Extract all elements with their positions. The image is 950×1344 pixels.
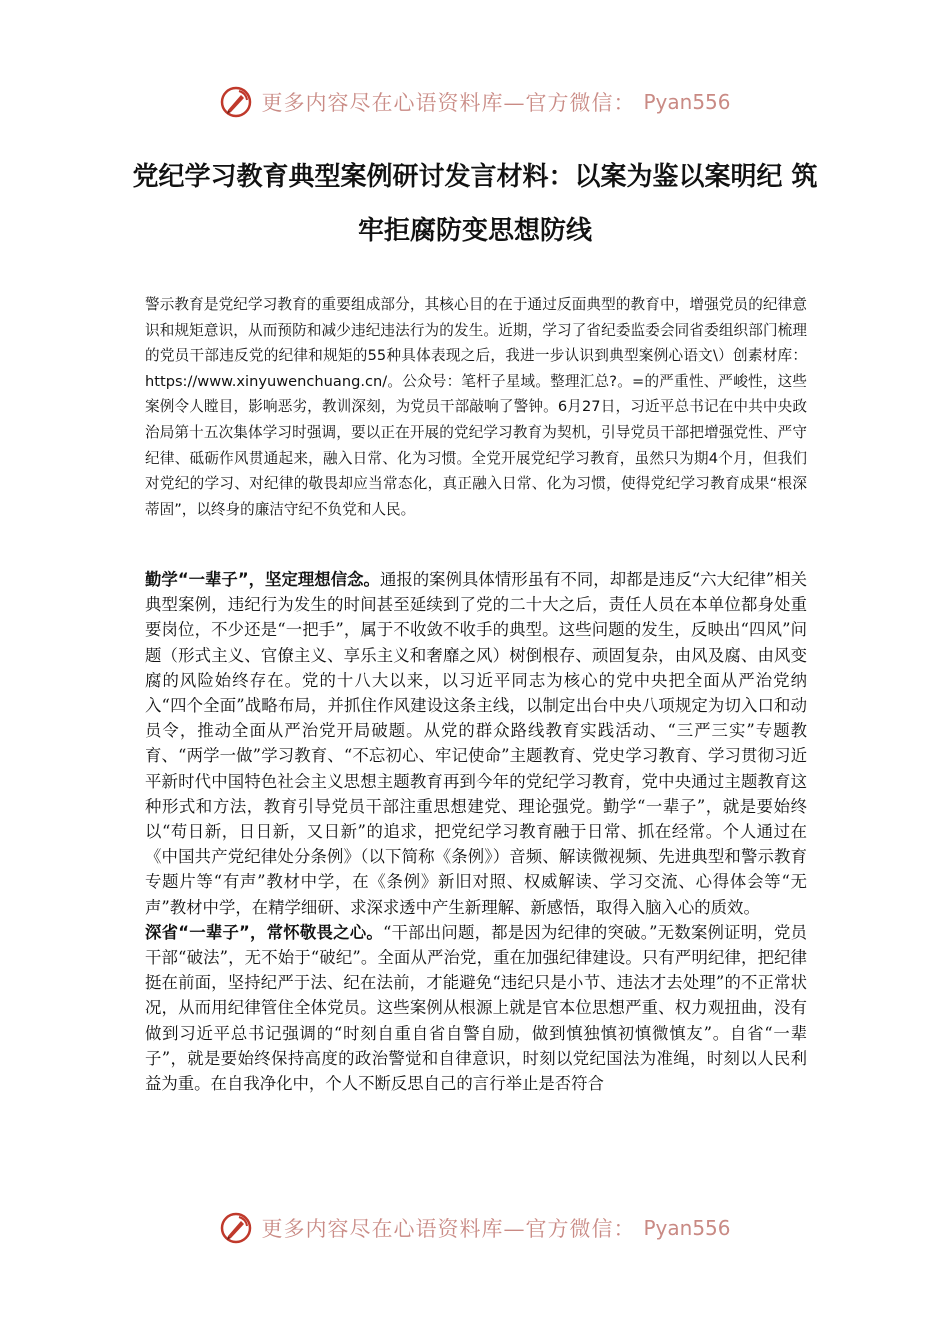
pen-logo-icon bbox=[219, 85, 253, 119]
section-heading: 勤学“一辈子”，坚定理想信念。 bbox=[145, 570, 380, 589]
section-paragraph bbox=[145, 920, 807, 1096]
banner-text: 更多内容尽在心语资料库—官方微信： bbox=[261, 91, 636, 115]
section-text: 通报的案例具体情形虽有不同，却都是违反“六大纪律”相关典型案例，违纪行为发生的时间甚至延续到了党的二十大之后，责任人员在本单位都身处重要岗位，不少还是“一把手”，属于不收敛不收手的典型。这些问题的发生，反映出“四风”问题（形式主义、官僚主义、享乐主义和奢靡之风）树倒根存、顽固复杂，由风及腐、由风变腐的风险始终存在。党的十八大以来，以习近平同志为核心的党中央把全面从严治党纳入“四个全面”战略布局，并抓住作风建设这条主线，以制定出台中央八项规定为切入口和动员令，推动全面从严治党开局破题。从党的群众路线教育实践活动、“三严三实”专题教育、“两学一做”学习教育、“不忘初心、牢记使命”主题教育、党史学习教育、学习贯彻习近平新时代中国特色社会主义思想主题教育再到今年的党纪学习教育，党中央通过主题教育这种形式和方法，教育引导党员干部注重思想建党、理论强党。勤学“一辈子”，就是要始终以“苟日新，日日新，又日新”的追求，把党纪学习教育融于日常、抓在经常。个人通过在《中国共产党纪律处分条例》（以下简称《条例》）音频、解读微视频、先进典型和警示教育专题片等“有声”教材中学，在《条例》新旧对照、权威解读、学习交流、心得体会等“无声”教材中学，在精学细研、求深求透中产生新理解、新感悟，取得入脑入心的质效。 bbox=[145, 570, 807, 917]
footer-watermark-banner bbox=[0, 1208, 950, 1248]
banner-wechat-id: Pyan556 bbox=[643, 90, 731, 114]
section-paragraph bbox=[145, 567, 807, 920]
banner-wechat-id: Pyan556 bbox=[643, 1216, 731, 1240]
banner-text: 更多内容尽在心语资料库—官方微信： bbox=[261, 1217, 636, 1241]
section-text: “干部出问题，都是因为纪律的突破。”无数案例证明，党员干部“破法”，无不始于“破纪”。全面从严治党，重在加强纪律建设。只有严明纪律，把纪律挺在前面，坚持纪严于法、纪在法前，才能避免“违纪只是小节、违法才去处理”的不正常状况，从而用纪律管住全体党员。这些案例从根源上就是官本位思想严重、权力观扭曲，没有做到习近平总书记强调的“时刻自重自省自警自励，做到慎独慎初慎微慎友”。自省“一辈子”，就是要始终保持高度的政治警觉和自律意识，时刻以党纪国法为准绳，时刻以人民利益为重。在自我净化中，个人不断反思自己的言行举止是否符合 bbox=[145, 922, 807, 1094]
intro-paragraph: 警示教育是党纪学习教育的重要组成部分，其核心目的在于通过反面典型的教育中，增强党员的纪律意识和规矩意识，从而预防和减少违纪违法行为的发生。近期，学习了省纪委监委会同省委组织部门梳理的党员干部违反党的纪律和规矩的55种具体表现之后，我进一步认识到典型案例心语文\）创素材库：https://www.xinyuwenchuang.cn/。公众号：笔杆子星域。整理汇总?。=的严重性、严峻性，这些案例令人瞠目，影响恶劣，教训深刻，为党员干部敲响了警钟。6月27日，习近平总书记在中共中央政治局第十五次集体学习时强调，要以正在开展的党纪学习教育为契机，引导党员干部把增强党性、严守纪律、砥砺作风贯通起来，融入日常、化为习惯。全党开展党纪学习教育，虽然只为期4个月，但我们对党纪的学习、对纪律的敬畏却应当常态化，真正融入日常、化为习惯，使得党纪学习教育成果“根深蒂固”，以终身的廉洁守纪不负党和人民。 bbox=[145, 296, 807, 518]
header-watermark-banner bbox=[0, 82, 950, 122]
section-heading: 深省“一辈子”，常怀敬畏之心。 bbox=[145, 922, 383, 942]
pen-logo-icon bbox=[219, 1211, 253, 1245]
document-body bbox=[145, 567, 807, 1096]
document-title: 党纪学习教育典型案例研讨发言材料：以案为鉴以案明纪 筑牢拒腐防变思想防线 bbox=[132, 162, 818, 246]
